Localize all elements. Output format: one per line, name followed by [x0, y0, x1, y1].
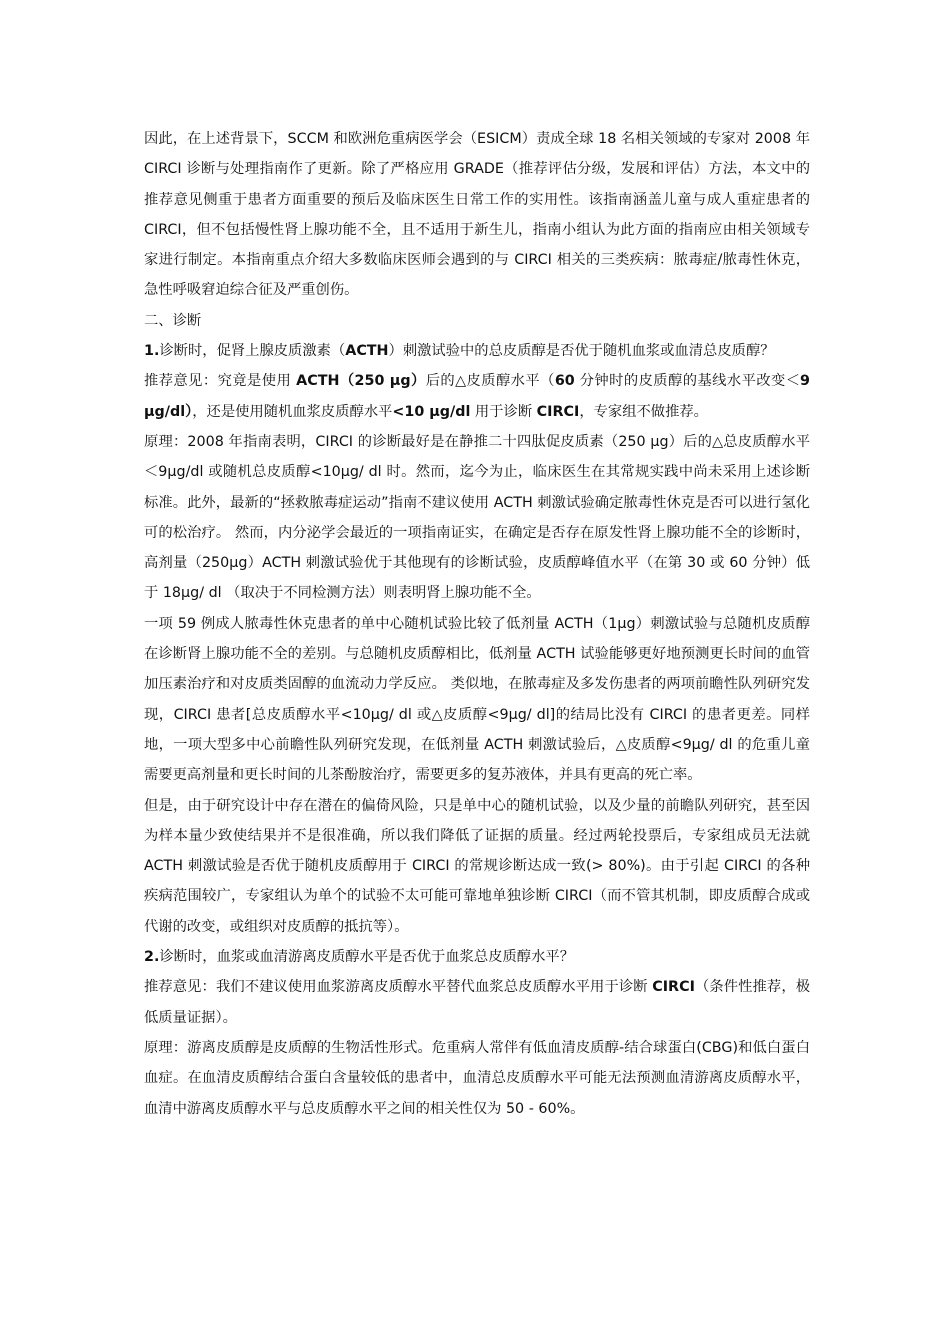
intro-paragraph: 因此，在上述背景下，SCCM 和欧洲危重病医学会（ESICM）责成全球 18 名相关领域的专家对 2008 年 CIRCI 诊断与处理指南作了更新。除了严格应用 GRADE（推荐评估分级，发展和评估）方法，本文中的推荐意见侧重于患者方面重要的预后及临床医生日常工作的实用性。该指南涵盖儿童与成人重症患者的 CIRCI，但不包括慢性肾上腺功能不全，且不适用于新生儿，指南小组认为此方面的指南应由相关领域专家进行制定。本指南重点介绍大多数临床医师会遇到的与 CIRCI 相关的三类疾病：脓毒症/脓毒性休克，急性呼吸窘迫综合征及严重创伤。: [144, 131, 810, 299]
question-1-acth: ACTH: [345, 343, 389, 360]
rec1-h: <10 μg/dl: [392, 403, 471, 420]
question-1-number: 1.: [144, 343, 160, 360]
rec1-f: 9 μg/dl）: [144, 373, 810, 420]
rec2-c: （条件性推荐，极低质量证据）。: [144, 979, 811, 1026]
rec1-c: 后的△皮质醇水平（: [425, 373, 555, 390]
recommendation-2: [144, 972, 810, 1033]
rationale-1-paragraph-3: 但是，由于研究设计中存在潜在的偏倚风险，只是单中心的随机试验，以及少量的前瞻队列研究，甚至因为样本量少致使结果并不是很准确，所以我们降低了证据的质量。经过两轮投票后，专家组成员无法就 ACTH 刺激试验是否优于随机皮质醇用于 CIRCI 的常规诊断达成一致(> 80%)。由于引起 CIRCI 的各种疾病范围较广，专家组认为单个的试验不太可能可靠地单独诊断 CIRCI（而不管其机制，即皮质醇合成或代谢的改变，或组织对皮质醇的抵抗等）。: [144, 797, 810, 935]
question-2: [144, 942, 810, 972]
question-2-number: 2.: [144, 949, 160, 966]
rec1-b: ACTH（250 μg）: [296, 373, 426, 390]
rec1-g: ，还是使用随机血浆皮质醇水平: [192, 403, 393, 420]
question-1: [144, 336, 810, 366]
rationale-1-paragraph-2: 一项 59 例成人脓毒性休克患者的单中心随机试验比较了低剂量 ACTH（1μg）刺激试验与总随机皮质醇在诊断肾上腺功能不全的差别。与总随机皮质醇相比，低剂量 ACTH 试验能够更好地预测更长时间的血管加压素治疗和对皮质类固醇的血流动力学反应。 类似地，在脓毒症及多发伤患者的两项前瞻性队列研究发现，CIRCI 患者[总皮质醇水平<10μg/ dl 或△皮质醇<9μg/ dl]的结局比没有 CIRCI 的患者更差。同样地，一项大型多中心前瞻性队列研究发现，在低剂量 ACTH 刺激试验后，△皮质醇<9μg/ dl 的危重儿童需要更高剂量和更长时间的儿茶酚胺治疗，需要更多的复苏液体，并具有更高的死亡率。: [144, 615, 810, 784]
question-2-text: 诊断时，血浆或血清游离皮质醇水平是否优于血浆总皮质醇水平？: [159, 949, 574, 966]
document-body: [144, 124, 810, 1124]
rec1-e: 分钟时的皮质醇的基线水平改变＜: [574, 373, 801, 390]
question-1-text-b: ）刺激试验中的总皮质醇是否优于随机血浆或血清总皮质醇？: [388, 343, 775, 360]
rec1-k: ，专家组不做推荐。: [579, 403, 708, 420]
recommendation-1: [144, 366, 810, 427]
rec1-a: 推荐意见：究竟是使用: [144, 373, 297, 390]
rec1-d: 60: [554, 373, 575, 390]
rec1-i: 用于诊断: [470, 403, 537, 420]
section-heading-diagnosis: 二、诊断: [144, 312, 202, 329]
rec2-b: CIRCI: [652, 979, 695, 996]
question-1-text-a: 诊断时，促肾上腺皮质激素（: [159, 343, 346, 360]
rationale-1-paragraph-1: 原理：2008 年指南表明，CIRCI 的诊断最好是在静推二十四肽促皮质素（250 μg）后的△总皮质醇水平＜9μg/dl 或随机总皮质醇<10μg/ dl 时。然而，迄今为止，临床医生在其常规实践中尚未采用上述诊断标准。此外，最新的“拯救脓毒症运动”指南不建议使用 ACTH 刺激试验确定脓毒性休克是否可以进行氢化可的松治疗。 然而，内分泌学会最近的一项指南证实，在确定是否存在原发性肾上腺功能不全的诊断时，高剂量（250μg）ACTH 刺激试验优于其他现有的诊断试验，皮质醇峰值水平（在第 30 或 60 分钟）低于 18μg/ dl （取决于不同检测方法）则表明肾上腺功能不全。: [144, 433, 810, 602]
rationale-2-paragraph: 原理：游离皮质醇是皮质醇的生物活性形式。危重病人常伴有低血清皮质醇-结合球蛋白(CBG)和低白蛋白血症。在血清皮质醇结合蛋白含量较低的患者中，血清总皮质醇水平可能无法预测血清游离皮质醇水平，血清中游离皮质醇水平与总皮质醇水平之间的相关性仅为 50 - 60%。: [144, 1039, 810, 1117]
rec1-j: CIRCI: [536, 403, 580, 420]
rec2-a: 推荐意见：我们不建议使用血浆游离皮质醇水平替代血浆总皮质醇水平用于诊断: [144, 979, 653, 996]
